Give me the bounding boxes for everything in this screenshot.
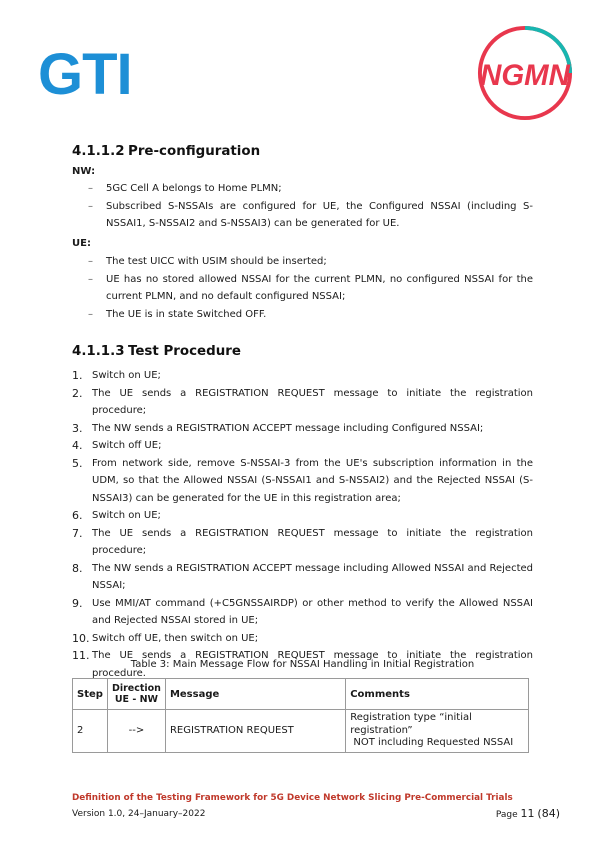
list-item (72, 595, 533, 630)
section-heading-test-procedure (72, 344, 241, 359)
nw-label: NW: (72, 166, 96, 177)
section-title: Test Procedure (128, 344, 241, 359)
footer-page-number (496, 807, 560, 820)
step-text: From network side, remove S-NSSAI-3 from the UE's subscription information in the UDM, so that the Allowed NSSAI (S-NSSAI1 and S-NSSAI2) and the Rejected NSSAI (S-NSSAI3) can be generated for the UE in this registration area; (92, 457, 533, 504)
step-number: 8. (72, 561, 83, 575)
header-direction (107, 679, 165, 710)
list-item (72, 367, 533, 385)
step-text: Switch on UE; (92, 370, 161, 381)
comment-line: Registration type “initial registration” (350, 712, 472, 736)
table-row (73, 710, 529, 753)
step-text: The NW sends a REGISTRATION ACCEPT message including Allowed NSSAI and Rejected NSSAI; (92, 562, 533, 591)
comment-line: NOT including Requested NSSAI (353, 737, 514, 748)
header-direction-line1: Direction (111, 683, 161, 694)
table-header-row (73, 679, 529, 710)
header-step: Step (73, 679, 108, 710)
footer-version: Version 1.0, 24–January–2022 (72, 809, 206, 819)
page-prefix: Page (495, 810, 518, 820)
step-text: Switch on UE; (92, 510, 161, 521)
step-number: 3. (72, 421, 83, 435)
header-direction-line2: UE - NW (114, 694, 159, 705)
step-number: 9. (72, 596, 83, 610)
step-text: The UE sends a REGISTRATION REQUEST message to initiate the registration procedure; (92, 527, 533, 556)
section-number: 4.1.1.2 (72, 144, 125, 159)
step-text: Switch off UE, then switch on UE; (92, 632, 259, 644)
step-number: 2. (72, 386, 83, 400)
list-item (72, 525, 533, 560)
header-message: Message (165, 679, 345, 710)
page-current: 11 (520, 807, 535, 820)
ngmn-logo-text: NGMN (480, 58, 570, 92)
list-item: – 5GC Cell A belongs to Home PLMN; (88, 180, 533, 198)
section-number: 4.1.1.3 (72, 344, 125, 359)
list-item (72, 560, 533, 595)
step-text: The NW sends a REGISTRATION ACCEPT message including Configured NSSAI; (92, 422, 484, 434)
cell-comments (346, 710, 529, 753)
ue-list (88, 253, 533, 323)
cell-step: 2 (73, 710, 108, 753)
step-number: 11. (72, 649, 90, 662)
header-comments: Comments (346, 679, 529, 710)
list-item: – Subscribed S-NSSAIs are configured for UE, the Configured NSSAI (including S-NSSAI1, S-NSSAI2 and S-NSSAI3) can be generated for UE. (88, 198, 533, 233)
cell-message: REGISTRATION REQUEST (165, 710, 345, 753)
step-text: The UE sends a REGISTRATION REQUEST message to initiate the registration procedure; (92, 387, 533, 416)
procedure-steps (72, 367, 533, 682)
step-number: 4. (72, 439, 83, 452)
step-number: 1. (72, 369, 83, 382)
step-number: 5. (72, 456, 83, 470)
nw-list (88, 180, 533, 233)
step-number: 7. (72, 526, 83, 540)
list-item (72, 437, 533, 455)
step-text: Use MMI/AT command (+C5GNSSAIRDP) or other method to verify the Allowed NSSAI and Rejected NSSAI stored in UE; (92, 597, 533, 626)
list-item (72, 507, 533, 525)
list-item: – The test UICC with USIM should be inserted; (88, 253, 533, 271)
message-flow-table (72, 678, 529, 753)
list-item (72, 420, 533, 438)
list-item: – The UE is in state Switched OFF. (88, 306, 533, 324)
footer-document-title: Definition of the Testing Framework for 5G Device Network Slicing Pre-Commercial Trials (72, 793, 513, 803)
list-item: – UE has no stored allowed NSSAI for the current PLMN, no configured NSSAI for the current PLMN, and no default configured NSSAI; (88, 271, 533, 306)
step-number: 10. (72, 631, 90, 645)
ue-label: UE: (72, 238, 91, 249)
gti-logo: GTI (38, 42, 132, 107)
section-heading-preconfiguration (72, 144, 260, 159)
page-total: (84) (537, 807, 560, 820)
step-text: The UE sends a REGISTRATION REQUEST message to initiate the registration procedure. (92, 650, 533, 679)
table-caption: Table 3: Main Message Flow for NSSAI Handling in Initial Registration (130, 659, 475, 670)
list-item (72, 455, 533, 508)
cell-direction: --> (107, 710, 165, 753)
list-item (72, 385, 533, 420)
section-title: Pre-configuration (128, 144, 261, 159)
list-item (72, 630, 533, 648)
ngmn-logo (476, 24, 574, 122)
step-text: Switch off UE; (92, 440, 162, 451)
step-number: 6. (72, 509, 83, 522)
